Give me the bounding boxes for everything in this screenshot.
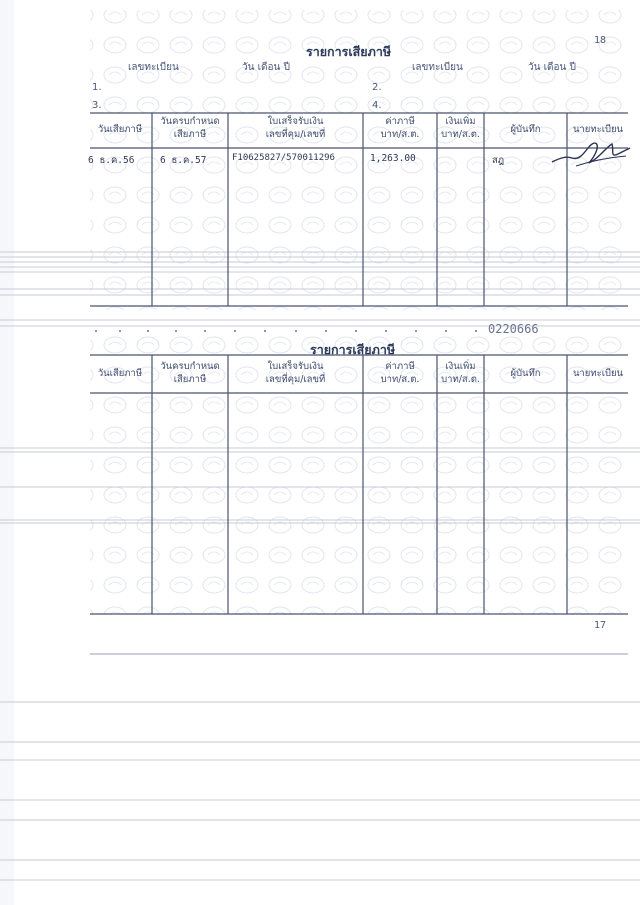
header-recorder: ผู้บันทึก: [510, 124, 541, 135]
header2-receipt-line2: เลขที่คุม/เลขที่: [265, 374, 326, 385]
header-due-line2: เสียภาษี: [173, 129, 207, 140]
header-receipt-line1: ใบเสร็จรับเงิน: [267, 116, 324, 127]
header-tax-line1: ค่าภาษี: [385, 116, 415, 127]
row1-pay-date: 6 ธ.ค.56: [88, 155, 135, 166]
registration-label-left: เลขทะเบียน: [128, 62, 179, 73]
registration-label-right: เลขทะเบียน: [412, 62, 463, 73]
registrar-signature: [548, 136, 632, 170]
registration-item-2: 2.: [372, 82, 382, 93]
row1-due-date: 6 ธ.ค.57: [160, 155, 207, 166]
registration-item-4: 4.: [372, 100, 382, 111]
serial-number-fragment: 0220666: [488, 322, 539, 336]
header-pay-date: วันเสียภาษี: [97, 124, 143, 135]
header-receipt-line2: เลขที่คุม/เลขที่: [265, 129, 326, 140]
row1-recorder: สฎ: [492, 155, 505, 166]
header2-due-line1: วันครบกำหนด: [160, 361, 220, 372]
header2-tax-line1: ค่าภาษี: [385, 361, 415, 372]
page-number-bottom: 17: [594, 620, 607, 631]
header2-tax-line2: บาท/ส.ต.: [380, 374, 420, 385]
header2-registrar: นายทะเบียน: [572, 368, 624, 379]
section-title-bottom: รายการเสียภาษี: [310, 342, 396, 357]
header2-receipt-line1: ใบเสร็จรับเงิน: [267, 361, 324, 372]
header2-recorder: ผู้บันทึก: [510, 368, 541, 379]
page-number-top: 18: [594, 35, 607, 46]
registration-item-3: 3.: [92, 100, 102, 111]
header-tax-line2: บาท/ส.ต.: [380, 129, 420, 140]
date-label-right: วัน เดือน ปี: [528, 62, 576, 73]
header-surcharge-line2: บาท/ส.ต.: [441, 129, 480, 140]
header2-pay-date: วันเสียภาษี: [97, 368, 143, 379]
section-title-top: รายการเสียภาษี: [306, 44, 392, 59]
header2-surcharge-line2: บาท/ส.ต.: [441, 374, 480, 385]
header-registrar: นายทะเบียน: [572, 124, 624, 135]
header-due-line1: วันครบกำหนด: [160, 116, 220, 127]
header-surcharge-line1: เงินเพิ่ม: [445, 116, 476, 127]
header2-surcharge-line1: เงินเพิ่ม: [445, 361, 476, 372]
row1-receipt: F10625827/570011296: [232, 153, 335, 163]
date-label-left: วัน เดือน ปี: [242, 62, 290, 73]
header2-due-line2: เสียภาษี: [173, 374, 207, 385]
registration-item-1: 1.: [92, 82, 102, 93]
row1-tax: 1,263.00: [370, 153, 416, 164]
